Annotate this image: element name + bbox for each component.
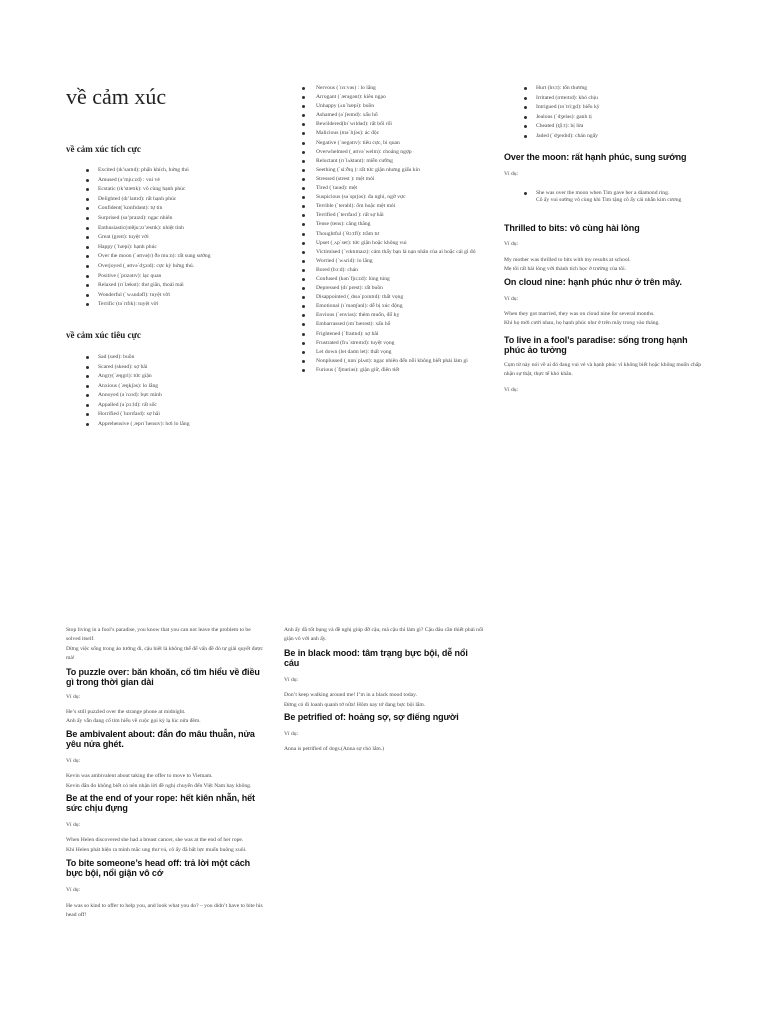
bullet-icon bbox=[302, 305, 305, 308]
idiom-on-cloud-nine: On cloud nine: hạnh phúc như ở trên mây. bbox=[504, 276, 682, 287]
bite-example-en: He was so kind to offer to help you, and look what you do? – you didn’t have to bite his head off! bbox=[66, 902, 263, 919]
idiom-black-mood: Be in black mood: tâm trạng bực bội, dễ nổi cáu bbox=[284, 647, 468, 668]
right-column bbox=[504, 84, 704, 395]
bullet-icon bbox=[86, 404, 89, 407]
bullet-icon bbox=[524, 97, 527, 100]
bullet-icon bbox=[302, 178, 305, 181]
idiom2-example-en: My mother was thrilled to bits with my results at school. bbox=[504, 256, 631, 263]
list-item: Suspicious (səˈspɪʃəs): đa nghi, ngờ vực bbox=[316, 193, 488, 201]
list-item: Envious (ˈenviəs): thèm muốn, đố kỵ bbox=[316, 311, 488, 319]
bullet-icon bbox=[302, 269, 305, 272]
bullet-icon bbox=[302, 132, 305, 135]
bullet-icon bbox=[302, 160, 305, 163]
list-item: Sad (sæd): buồn bbox=[98, 353, 266, 363]
list-item: Emotional (ɪˈməʊʃənl): dễ bị xúc động bbox=[316, 302, 488, 310]
list-item: Worried (ˈwʌrid): lo lắng bbox=[316, 257, 488, 265]
list-item: Amused (ə’mjuːzd) : vui vẻ bbox=[98, 176, 266, 186]
list-item: Relaxed (rɪˈlækst): thư giãn, thoải mái bbox=[98, 281, 266, 291]
fools-paradise-example-vi: Dừng việc sống trong ảo tưởng đi, cậu biết là không thể để vấn đề đó tự giải quyết được mà! bbox=[66, 645, 263, 662]
bullet-icon bbox=[86, 394, 89, 397]
bullet-icon bbox=[86, 207, 89, 210]
bullet-icon bbox=[302, 223, 305, 226]
rope-example-en: When Helen discovered she had a breast cancer, she was at the end of her rope. bbox=[66, 837, 244, 844]
list-item: Hurt (hɜːt): tổn thương bbox=[536, 84, 704, 94]
list-item: Frightened (ˈfraɪtnd): sợ hãi bbox=[316, 330, 488, 338]
idiom-end-of-rope: Be at the end of your rope: hết kiên nhẫn, hết sức chịu đựng bbox=[66, 793, 255, 814]
list-item: Arrogant (ˈærəgənt): kiêu ngạo bbox=[316, 93, 488, 101]
bullet-icon bbox=[86, 179, 89, 182]
bullet-icon bbox=[86, 255, 89, 258]
bullet-icon bbox=[302, 360, 305, 363]
positive-list bbox=[66, 166, 266, 310]
idiom-thrilled-to-bits: Thrilled to bits: vô cùng hài lòng bbox=[504, 223, 640, 234]
list-item: Stressed (strest ): mệt mỏi bbox=[316, 175, 488, 183]
list-item: Jaded (ˈdʒeɪdɪd): chán ngấy bbox=[536, 132, 704, 142]
example-label: Ví dụ: bbox=[504, 386, 519, 393]
list-item: Overwhelmed (ˌəʊvəˈwelm): choáng ngợp bbox=[316, 148, 488, 156]
list-item: Nervous (ˈnɜːvəs) : lo lắng bbox=[316, 84, 488, 92]
bullet-icon bbox=[302, 333, 305, 336]
list-item: Scared (skeəd): sợ hãi bbox=[98, 363, 266, 373]
list-item: Terrific (təˈrɪfɪk): tuyệt vời bbox=[98, 300, 266, 310]
black-mood-example-en: Don’t keep walking around me! I’m in a black mood today. bbox=[284, 692, 417, 699]
bullet-icon bbox=[524, 87, 527, 90]
bullet-icon bbox=[86, 198, 89, 201]
idiom-over-the-moon: Over the moon: rất hạnh phúc, sung sướng bbox=[504, 151, 687, 162]
list-item: Embarrassed (ɪmˈbærəst): xấu hổ bbox=[316, 320, 488, 328]
rope-example-vi: Khi Helen phát hiện ra mình mắc ung thư vú, cô ấy đã bất lực muốn buông xuôi. bbox=[66, 846, 247, 853]
negative-heading: về cảm xúc tiêu cực bbox=[66, 329, 141, 340]
list-item: Depressed (dɪˈprest): rất buồn bbox=[316, 284, 488, 292]
bullet-icon bbox=[302, 169, 305, 172]
example-label: Ví dụ: bbox=[284, 731, 299, 738]
list-item: Malicious (məˈlɪʃəs): ác độc bbox=[316, 129, 488, 137]
right-list bbox=[504, 84, 704, 142]
bullet-icon bbox=[302, 287, 305, 290]
bullet-icon bbox=[86, 294, 89, 297]
petrified-example-en: Anna is petrified of dogs.(Anna sợ chó lắm.) bbox=[284, 746, 385, 753]
list-item: Tense (tens): căng thẳng bbox=[316, 220, 488, 228]
list-item: Angry(ˈæŋgri): tức giận bbox=[98, 372, 266, 382]
example-label: Ví dụ: bbox=[504, 170, 519, 177]
list-item: Thoughtful (ˈθɔːtfl): trầm tư bbox=[316, 230, 488, 238]
list-item: She was over the moon when Tim gave her a diamond ring. Cô ấy vui sướng vô cùng khi Tim tặng cô ấy cái nhẫn kim cương bbox=[536, 189, 704, 205]
bullet-icon bbox=[302, 123, 305, 126]
list-item: Disappointed (ˌdɪsəˈpɔɪntɪd): thất vọng bbox=[316, 293, 488, 301]
idiom3-example-vi: Khi họ mới cưới nhau, họ hạnh phúc như ở trên mây trong vào tháng. bbox=[504, 320, 660, 327]
list-item: Intrigued (ɪnˈtriːgd): hiếu kỳ bbox=[536, 103, 704, 113]
black-mood-example-vi: Đừng có đi loanh quanh tớ nữa! Hôm nay tớ đang bực bội lắm. bbox=[284, 701, 426, 708]
bullet-icon bbox=[86, 169, 89, 172]
bullet-icon bbox=[302, 114, 305, 117]
page-title: về cảm xúc bbox=[66, 84, 167, 109]
list-item: Victimised (ˈvɪktɪmaɪz): cảm thấy bạn là nạn nhân của ai hoặc cái gì đó bbox=[316, 248, 488, 256]
bullet-icon bbox=[86, 385, 89, 388]
list-item: Jealous (ˈdʒeləs): ganh tị bbox=[536, 113, 704, 123]
bullet-icon bbox=[302, 369, 305, 372]
idiom-puzzle-over: To puzzle over: băn khoăn, cố tìm hiểu về điều gì trong thời gian dài bbox=[66, 666, 260, 687]
bullet-icon bbox=[302, 251, 305, 254]
idiom-bite-head-off: To bite someone’s head off: trả lời một cách bực bội, nổi giận vô cớ bbox=[66, 858, 251, 879]
list-item: Happy (ˈhæpi): hạnh phúc bbox=[98, 243, 266, 253]
bullet-icon bbox=[302, 151, 305, 154]
bullet-icon bbox=[302, 205, 305, 208]
idiom4-description: Cụm từ này nói về ai đó đang vui vẻ và hạnh phúc vì không biết hoặc không muốn chấp nhận sự thật, thực tế khó khăn. bbox=[504, 361, 702, 378]
puzzle-example-en: He’s still puzzled over the strange phone at midnight. bbox=[66, 709, 186, 716]
bullet-icon bbox=[302, 105, 305, 108]
bullet-icon bbox=[302, 342, 305, 345]
list-item: Annoyed (əˈnɔɪd): bực mình bbox=[98, 391, 266, 401]
bullet-icon bbox=[524, 106, 527, 109]
list-item: Ecstatic (ɪk’stætɪk): vô cùng hạnh phúc bbox=[98, 185, 266, 195]
ambivalent-example-vi: Kevin đắn đo không biết có nên nhận lời đề nghị chuyển đến Việt Nam hay không. bbox=[66, 782, 252, 789]
list-item: Delighted (dɪ’laɪtɪd): rất hạnh phúc bbox=[98, 195, 266, 205]
bullet-icon bbox=[86, 284, 89, 287]
bullet-icon bbox=[302, 260, 305, 263]
bullet-icon bbox=[86, 356, 89, 359]
list-item: Nonplussed (ˌnɒnˈplʌst): ngạc nhiên đến nỗi không biết phải làm gì bbox=[316, 357, 488, 365]
bullet-icon bbox=[86, 246, 89, 249]
bullet-icon bbox=[302, 233, 305, 236]
bullet-icon bbox=[302, 142, 305, 145]
bullet-icon bbox=[302, 351, 305, 354]
idiom-fools-paradise: To live in a fool’s paradise: sống trong hạnh phúc ảo tưởng bbox=[504, 334, 688, 355]
bullet-icon bbox=[302, 314, 305, 317]
list-item: Enthusiastic(ɪnθjuːzɪ’æstɪk): nhiệt tình bbox=[98, 224, 266, 234]
example-label: Ví dụ: bbox=[284, 676, 299, 683]
bullet-icon bbox=[524, 116, 527, 119]
example-label: Ví dụ: bbox=[66, 822, 81, 829]
list-item: Anxious (ˈæŋkʃəs): lo lắng bbox=[98, 382, 266, 392]
bullet-icon bbox=[86, 275, 89, 278]
bullet-icon bbox=[86, 227, 89, 230]
bullet-icon bbox=[302, 196, 305, 199]
bullet-icon bbox=[86, 236, 89, 239]
bullet-icon bbox=[86, 366, 89, 369]
list-item: Seething (ˈsiːðɪŋ ): rất tức giận nhưng giấu kín bbox=[316, 166, 488, 174]
bullet-icon bbox=[86, 188, 89, 191]
list-item: Cheated (tʃiːt): bị lừa bbox=[536, 122, 704, 132]
example-label: Ví dụ: bbox=[504, 295, 519, 302]
list-item: Furious (ˈfjʊəriəs): giận giữ, điên tiết bbox=[316, 366, 488, 374]
list-item: Unhappy (ʌnˈhæpi): buồn bbox=[316, 102, 488, 110]
list-item: Confident(ˈkɒnfɪdənt): tự tin bbox=[98, 204, 266, 214]
idiom3-example-en: When they got married, they was on cloud nine for several months. bbox=[504, 311, 655, 317]
idiom1-example-list bbox=[504, 189, 704, 205]
list-item: Great (greɪt): tuyệt vời bbox=[98, 233, 266, 243]
bullet-icon bbox=[86, 413, 89, 416]
bullet-icon bbox=[86, 217, 89, 220]
list-item: Confused (kənˈfjuːzd): lúng túng bbox=[316, 275, 488, 283]
bullet-icon bbox=[302, 187, 305, 190]
idiom-petrified: Be petrified of: hoảng sợ, sợ điếng người bbox=[284, 712, 459, 723]
bullet-icon bbox=[302, 242, 305, 245]
list-item: Terrible (ˈterəbl): ốm hoặc mệt mỏi bbox=[316, 202, 488, 210]
list-item: Bewildered(bɪˈwɪldəd): rất bối rối bbox=[316, 120, 488, 128]
example-label: Ví dụ: bbox=[66, 887, 81, 894]
bottom-middle-column bbox=[284, 626, 484, 755]
list-item: Ashamed (əˈʃeɪmd): xấu hổ bbox=[316, 111, 488, 119]
bottom-left-column bbox=[66, 626, 264, 921]
list-item: Excited (ɪk’saɪtɪd): phấn khích, hứng thú bbox=[98, 166, 266, 176]
list-item: Overjoyed (ˌəʊvəˈdʒɔɪd): cực kỳ hứng thú. bbox=[98, 262, 266, 272]
bullet-icon bbox=[302, 296, 305, 299]
list-item: Horrified (ˈhɒrɪfaɪd): sợ hãi bbox=[98, 410, 266, 420]
list-item: Upset (ˌʌpˈset): tức giận hoặc không vui bbox=[316, 239, 488, 247]
list-item: Bored (bɔːd): chán bbox=[316, 266, 488, 274]
middle-column bbox=[316, 84, 488, 375]
bullet-icon bbox=[302, 214, 305, 217]
bullet-icon bbox=[302, 323, 305, 326]
left-column bbox=[66, 84, 266, 430]
ambivalent-example-en: Kevin was ambivalent about taking the offer to move to Vietnam. bbox=[66, 773, 213, 780]
positive-heading: về cảm xúc tích cực bbox=[66, 144, 141, 154]
middle-list bbox=[316, 84, 488, 374]
negative-list bbox=[66, 353, 266, 430]
list-item: Negative (ˈnegətɪv): tiêu cực, bi quan bbox=[316, 139, 488, 147]
fools-paradise-example-en: Stop living in a fool’s paradise, you know that you can not leave the problem to be solved itself. bbox=[66, 627, 251, 643]
list-item: Reluctant (rɪˈlʌktənt): miễn cưỡng bbox=[316, 157, 488, 165]
idiom2-example-vi: Mẹ tôi rất hài lòng với thành tích học ở trường của tôi. bbox=[504, 266, 627, 273]
list-item: Tired (ˈtaɪəd): mệt bbox=[316, 184, 488, 192]
bullet-icon bbox=[86, 375, 89, 378]
example-label: Ví dụ: bbox=[66, 693, 81, 700]
idiom-ambivalent: Be ambivalent about: đắn đo mâu thuẫn, nửa yêu nửa ghét. bbox=[66, 728, 255, 749]
bullet-icon bbox=[524, 135, 527, 138]
list-item: Surprised (sə’praɪzd): ngạc nhiên bbox=[98, 214, 266, 224]
list-item: Terrified (ˈterɪfaɪd ): rất sợ hãi bbox=[316, 211, 488, 219]
bullet-icon bbox=[86, 303, 89, 306]
bullet-icon bbox=[86, 265, 89, 268]
list-item: Apprehensive (ˌæprɪˈhensɪv): hơi lo lắng bbox=[98, 420, 266, 430]
bullet-icon bbox=[524, 125, 527, 128]
list-item: Wonderful (ˈwʌndəfl): tuyệt vời bbox=[98, 291, 266, 301]
example-label: Ví dụ: bbox=[504, 241, 519, 248]
list-item: Irritated (ɪrɪteɪtɪd): khó chịu bbox=[536, 94, 704, 104]
bullet-icon bbox=[524, 192, 527, 195]
bullet-icon bbox=[302, 96, 305, 99]
list-item: Positive (ˈpɒzətɪv): lạc quan bbox=[98, 272, 266, 282]
puzzle-example-vi: Anh ấy vẫn đang cố tìm hiểu về cuộc gọi kỳ lạ lúc nửa đêm. bbox=[66, 718, 201, 725]
bite-example-vi: Anh ấy đã tốt bụng và đề nghị giúp đỡ cậu, mà cậu thì làm gì? Cậu đâu cần thiết phải nổi giận vô với anh ấy. bbox=[284, 627, 484, 643]
bullet-icon bbox=[302, 87, 305, 90]
bullet-icon bbox=[86, 423, 89, 426]
list-item: Over the moon (ˈəʊvə(r) ðə muːn): rất sung sướng bbox=[98, 252, 266, 262]
list-item: Appalled (əˈpɔːld): rất sốc bbox=[98, 401, 266, 411]
list-item: Frustrated (frʌˈstreɪtɪd): tuyệt vọng bbox=[316, 339, 488, 347]
example-label: Ví dụ: bbox=[66, 757, 81, 764]
bullet-icon bbox=[302, 278, 305, 281]
list-item: Let down (let daʊn let): thất vọng bbox=[316, 348, 488, 356]
